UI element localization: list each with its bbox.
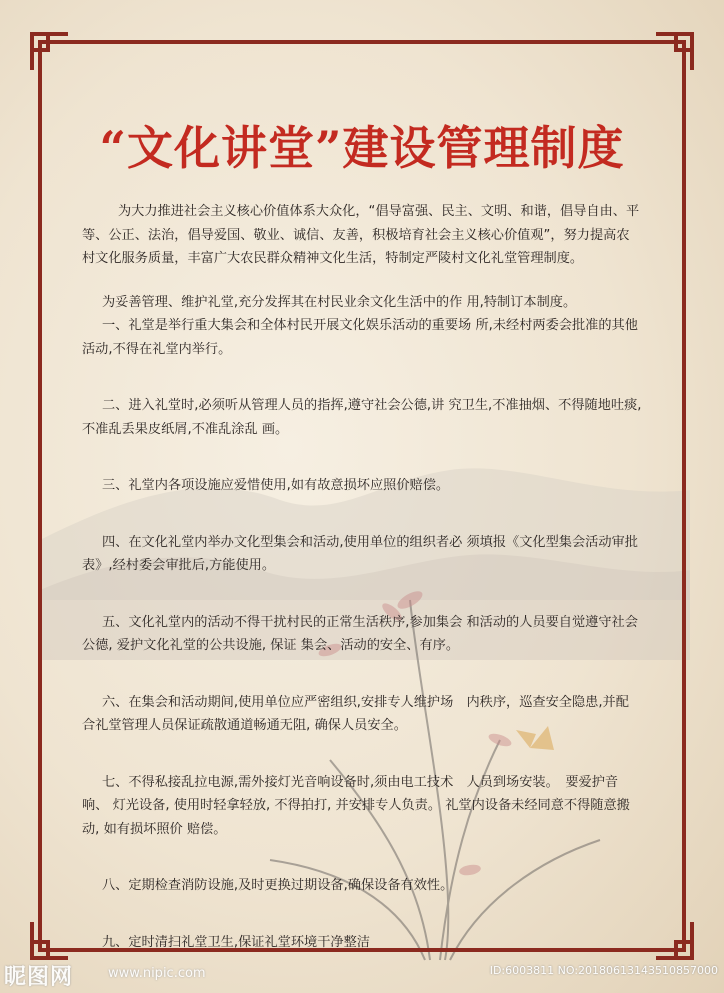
rule-item: 五、文化礼堂内的活动不得干扰村民的正常生活秩序,参加集会 和活动的人员要自觉遵守社会公德, 爱护文化礼堂的公共设施, 保证 集会、活动的安全、有序。 <box>82 614 638 653</box>
rule-item: 二、进入礼堂时,必须听从管理人员的指挥,遵守社会公德,讲 究卫生,不准抽烟、不得随地吐痰,不准乱丢果皮纸屑,不准乱涂乱 画。 <box>82 398 642 437</box>
corner-ornament-icon <box>30 32 70 72</box>
rule-item: 四、在文化礼堂内举办文化型集会和活动,使用单位的组织者必 须填报《文化型集会活动审批表》,经村委会审批后,方能使用。 <box>82 534 638 573</box>
rule-item: 七、不得私接乱拉电源,需外接灯光音响设备时,须由电工技术 人员到场安装。 要爱护音响、 灯光设备, 使用时轻拿轻放, 不得拍打, 并安排专人负责。 礼堂内设备未经同意不得随意搬动, 如有损坏照价 赔偿。 <box>82 774 630 837</box>
rule-item: 三、礼堂内各项设施应爱惜使用,如有故意损坏应照价赔偿。 <box>102 478 450 493</box>
rule-item: 九、定时清扫礼堂卫生,保证礼堂环境干净整洁 <box>102 934 370 950</box>
intro-paragraph: 为大力推进社会主义核心价值体系大众化，“倡导富强、民主、文明、和谐，倡导自由、平等、公正、法治，倡导爱国、敬业、诚信、友善，积极培育社会主义核心价值观”，努力提高农村文化服务质量，丰富广大农民群众精神文化生活，特制定严陵村文化礼堂管理制度。 <box>82 204 640 266</box>
page-title: “文化讲堂”建设管理制度 <box>99 121 625 175</box>
corner-ornament-icon <box>30 920 70 960</box>
watermark-url: www.nipic.com <box>108 966 206 981</box>
watermark-logo: 昵图网 <box>4 965 74 990</box>
corner-ornament-icon <box>654 920 694 960</box>
corner-ornament-icon <box>654 32 694 72</box>
watermark-id: ID:6003811 NO:20180613143510857000 <box>489 964 718 977</box>
lead-paragraph: 为妥善管理、维护礼堂,充分发挥其在村民业余文化生活中的作 用,特制订本制度。 <box>102 294 577 310</box>
rule-item: 一、礼堂是举行重大集会和全体村民开展文化娱乐活动的重要场 所,未经村两委会批准的其他活动,不得在礼堂内举行。 <box>82 318 638 357</box>
rule-item: 六、在集会和活动期间,使用单位应严密组织,安排专人维护场 内秩序，巡查安全隐患,并配合礼堂管理人员保证疏散通道畅通无阻, 确保人员安全。 <box>82 694 629 733</box>
rule-item: 八、定期检查消防设施,及时更换过期设备,确保设备有效性。 <box>102 878 454 893</box>
document-body <box>82 200 642 954</box>
